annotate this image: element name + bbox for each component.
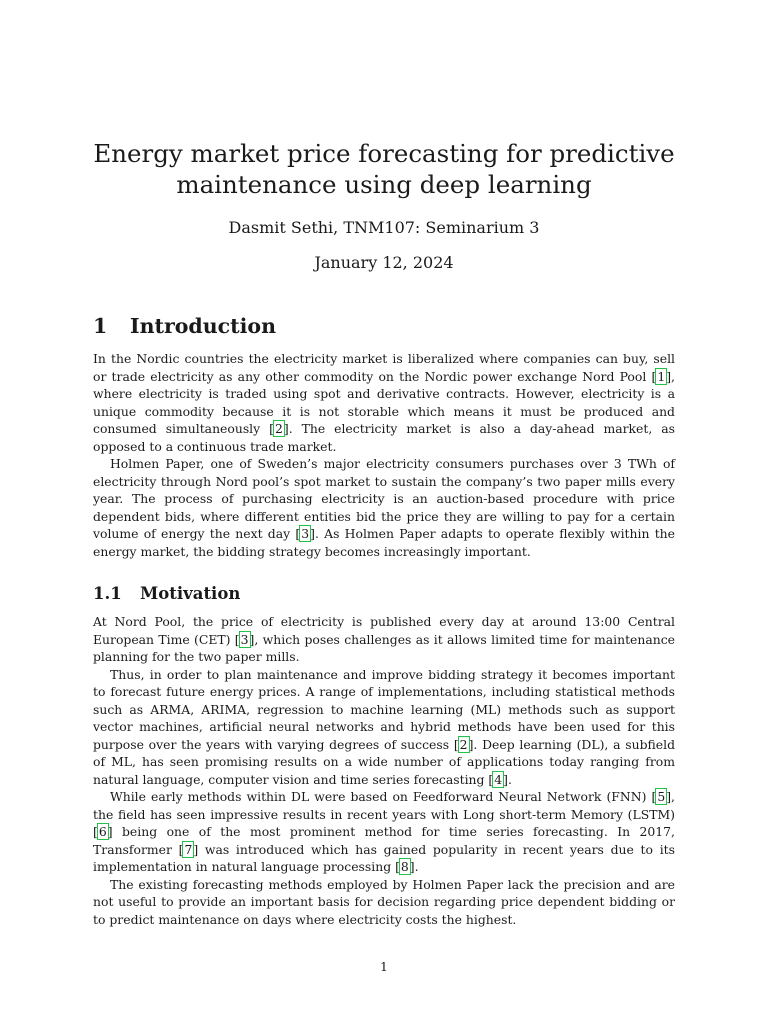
paragraph: At Nord Pool, the price of electricity is published every day at around 13:00 Central European Time (CET) [3], which poses challenges as it allows limited time for maintenance planning for the two paper mills. [93,614,675,664]
citation-link[interactable]: 2 [274,421,283,436]
title-line-1: Energy market price forecasting for predictive [93,139,675,168]
citation-link[interactable]: 5 [657,789,666,804]
section-title: Introduction [130,314,276,338]
paragraph: While early methods within DL were based on Feedforward Neural Network (FNN) [5], the field has seen impressive results in recent years with Long short-term Memory (LSTM) [6] being one of the most prominent method for time series forecasting. In 2017, Transformer [7] was introduced which has gained popularity in recent years due to its implementation in natural language processing [8]. [93,789,675,874]
page-number: 1 [380,959,388,974]
author-line: Dasmit Sethi, TNM107: Seminarium 3 [228,218,540,237]
section-number: 1 [93,314,108,338]
subsection-title: Motivation [140,584,241,603]
introduction-body [93,350,675,560]
citation-link[interactable]: 4 [494,771,503,787]
subsection-number: 1.1 [93,584,122,603]
paragraph: Holmen Paper, one of Sweden’s major electricity consumers purchases over 3 TWh of electricity through Nord pool’s spot market to sustain the company’s two paper mills every year. The process of purchasing electricity is an auction-based procedure with price dependent bids, where different entities bid the price they are willing to pay for a certain volume of energy the next day [3]. As Holmen Paper adapts to operate flexibly within the energy market, the bidding strategy becomes increasingly important. [93,456,675,559]
citation-link[interactable]: 6 [98,824,107,839]
section-heading-introduction [93,313,276,339]
paragraph: The existing forecasting methods employed by Holmen Paper lack the precision and are not useful to provide an important basis for decision regarding price dependent bidding or to predict maintenance on days where electricity costs the highest. [93,876,675,927]
date-line: January 12, 2024 [314,253,454,272]
subsection-heading-motivation [93,583,240,605]
citation-link[interactable]: 2 [459,736,468,752]
citation-link[interactable]: 3 [301,526,310,541]
citation-link[interactable]: 3 [240,631,249,647]
paragraph: In the Nordic countries the electricity market is liberalized where companies can buy, sell or trade electricity as any other commodity on the Nordic power exchange Nord Pool [1], where electricity is traded using spot and derivative contracts. However, electricity is a unique commodity because it is not storable which means it must be produced and consumed simultaneously [2]. The electricity market is also a day-ahead market, as opposed to a continuous trade market. [93,351,675,454]
citation-link[interactable]: 1 [657,368,666,384]
citation-link[interactable]: 8 [400,859,409,874]
paper-title [80,138,688,200]
paragraph: Thus, in order to plan maintenance and improve bidding strategy it becomes important to forecast future energy prices. A range of implementations, including statistical methods such as ARMA, ARIMA, regression to machine learning (ML) methods such as support vector machines, artificial neural networks and hybrid methods have been used for this purpose over the years with varying degrees of success [2]. Deep learning (DL), a subfield of ML, has seen promising results on a wide number of applications today ranging from natural language, computer vision and time series forecasting [4]. [93,666,675,787]
title-line-2: maintenance using deep learning [176,170,592,199]
motivation-body [93,613,675,928]
citation-link[interactable]: 7 [184,841,193,857]
